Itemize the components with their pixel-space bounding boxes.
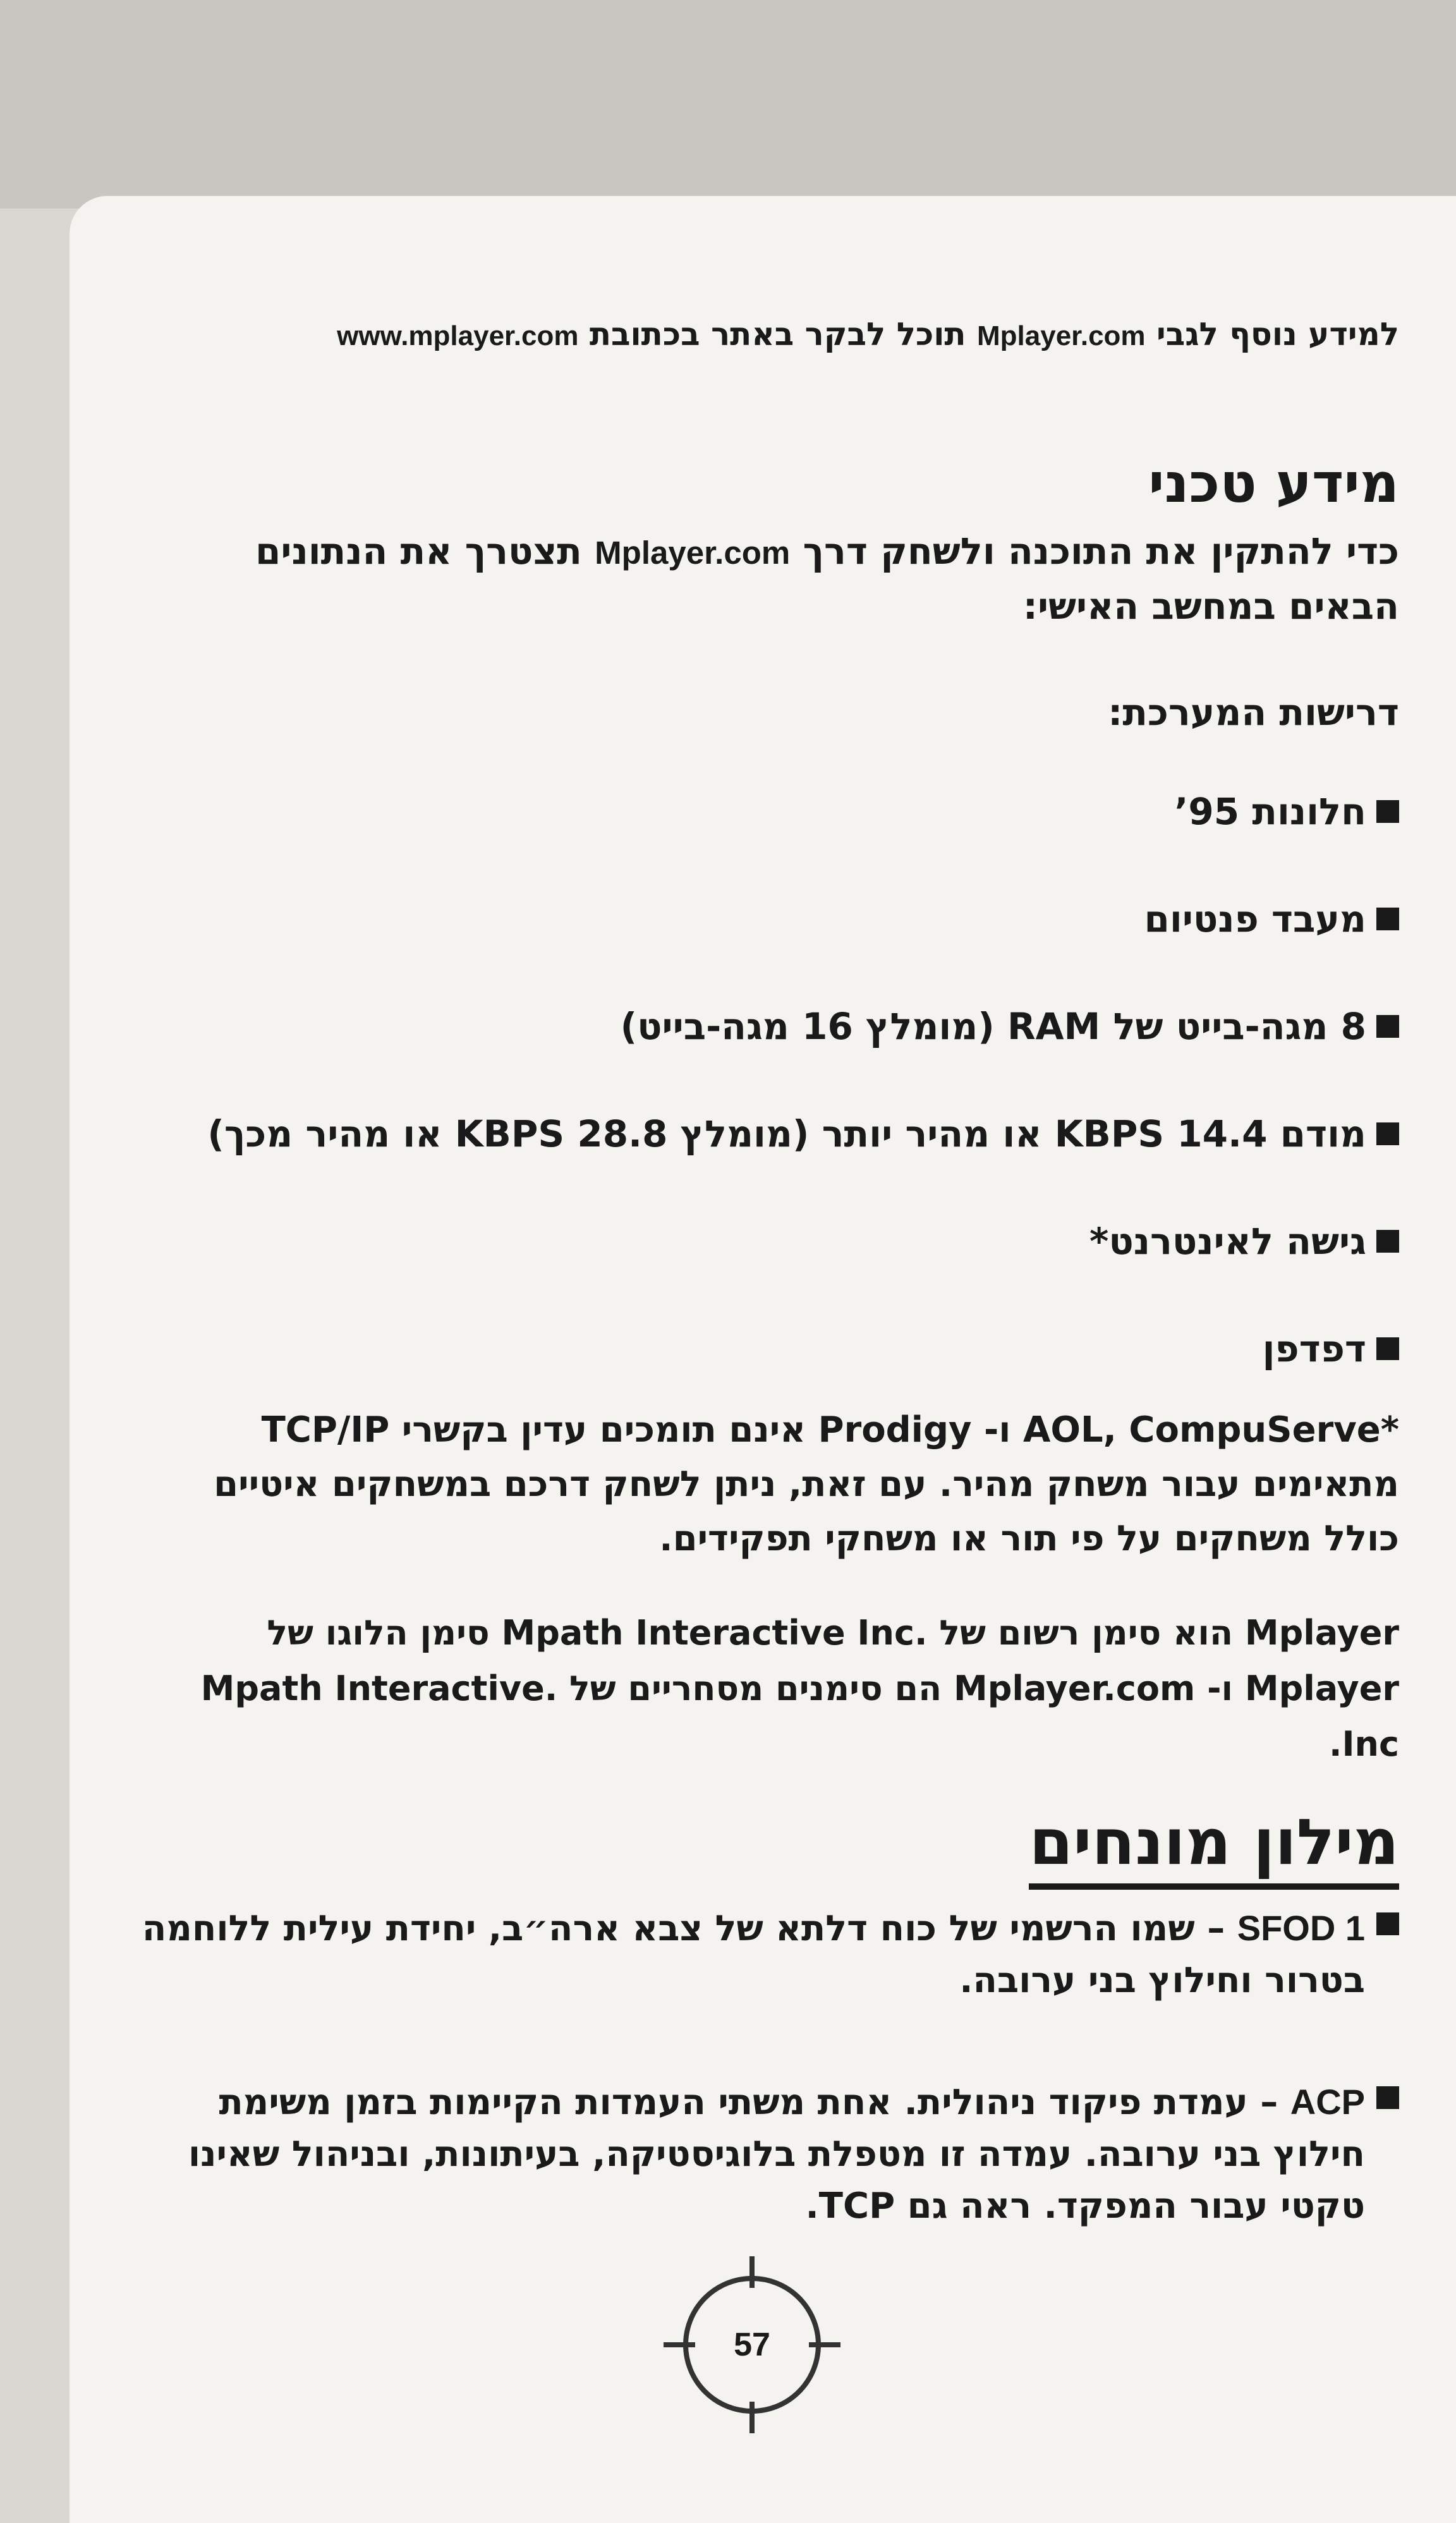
square-bullet-icon: [1376, 1337, 1399, 1360]
glossary-entry: [129, 1902, 1399, 2007]
square-bullet-icon: [1376, 1122, 1399, 1145]
glossary-definition: – שמו הרשמי של כוח דלתא של צבא ארה״ב, יחידת עילית ללוחמה בטרור וחילוץ בני ערובה.: [142, 1908, 1365, 2001]
glossary-entry-body: [129, 2076, 1365, 2232]
requirement-text: 8 מגה-בייט של RAM (מומלץ 16 מגה-בייט): [620, 1005, 1366, 1048]
requirement-item: [135, 790, 1399, 897]
tech-info-heading: מידע טכני: [1148, 452, 1399, 515]
intro-url: www.mplayer.com: [337, 320, 579, 351]
glossary-list: [129, 1902, 1399, 2232]
page-number-badge: [657, 2250, 847, 2440]
requirement-text: גישה לאינטרנט*: [1089, 1220, 1366, 1263]
square-bullet-icon: [1376, 908, 1399, 930]
footnote: *AOL, CompuServe ו- Prodigy אינם תומכים עדין בקשרי TCP/IP מתאימים עבור משחק מהיר. עם זאת, ניתן לשחק דרכם במשחקים איטיים כולל משחקים על פי תור או משחקי תפקידים.: [214, 1409, 1399, 1559]
glossary-term: ACP: [1290, 2082, 1365, 2122]
requirement-item: [135, 1220, 1399, 1327]
requirement-text: מודם 14.4 KBPS או מהיר יותר (מומלץ 28.8 KBPS או מהיר מכך): [207, 1112, 1366, 1155]
glossary-term: 1 SFOD: [1237, 1908, 1365, 1948]
square-bullet-icon: [1376, 1230, 1399, 1253]
requirements-label: דרישות המערכת:: [1108, 691, 1399, 734]
requirement-text: מעבד פנטיום: [1144, 897, 1366, 940]
glossary-entry: [129, 2076, 1399, 2232]
trademark-notice: Mplayer הוא סימן רשום של .Mpath Interactive Inc סימן הלוגו של Mplayer ו- Mplayer.com הם סימנים מסחריים של .Mpath Interactive Inc.: [200, 1613, 1399, 1764]
square-bullet-icon: [1376, 1912, 1399, 1935]
tech-intro-after: תצטרך את הנתונים הבאים במחשב האישי:: [255, 530, 1399, 628]
intro-line: [337, 316, 1399, 353]
intro-brand: Mplayer.com: [977, 320, 1146, 351]
square-bullet-icon: [1376, 1015, 1399, 1038]
requirement-text: דפדפן: [1262, 1327, 1366, 1370]
intro-text-before: למידע נוסף לגבי: [1156, 316, 1399, 353]
tech-intro-paragraph: [135, 525, 1399, 633]
page-number: 57: [734, 2326, 770, 2363]
glossary-definition: – עמדת פיקוד ניהולית. אחת משתי העמדות הקיימות בזמן משימת חילוץ בני ערובה. עמדה זו מטפלת בלוגיסטיקה, בעיתונות, ובניהול שאינו טקטי עבור המפקד. ראה גם TCP.: [188, 2082, 1365, 2227]
tech-intro-brand: Mplayer.com: [595, 535, 791, 571]
page-top-background: [0, 0, 1456, 209]
square-bullet-icon: [1376, 2086, 1399, 2109]
square-bullet-icon: [1376, 800, 1399, 823]
intro-text-middle: תוכל לבקר באתר בכתובת: [589, 316, 966, 353]
requirement-text: חלונות 95’: [1174, 790, 1366, 833]
requirements-list: [135, 790, 1399, 1435]
glossary-heading: מילון מונחים: [1029, 1801, 1399, 1890]
requirement-item: [135, 1005, 1399, 1112]
tech-intro-before: כדי להתקין את התוכנה ולשחק דרך: [803, 530, 1399, 573]
requirement-item: [135, 897, 1399, 1005]
requirement-item: [135, 1112, 1399, 1220]
glossary-entry-body: [129, 1902, 1365, 2007]
